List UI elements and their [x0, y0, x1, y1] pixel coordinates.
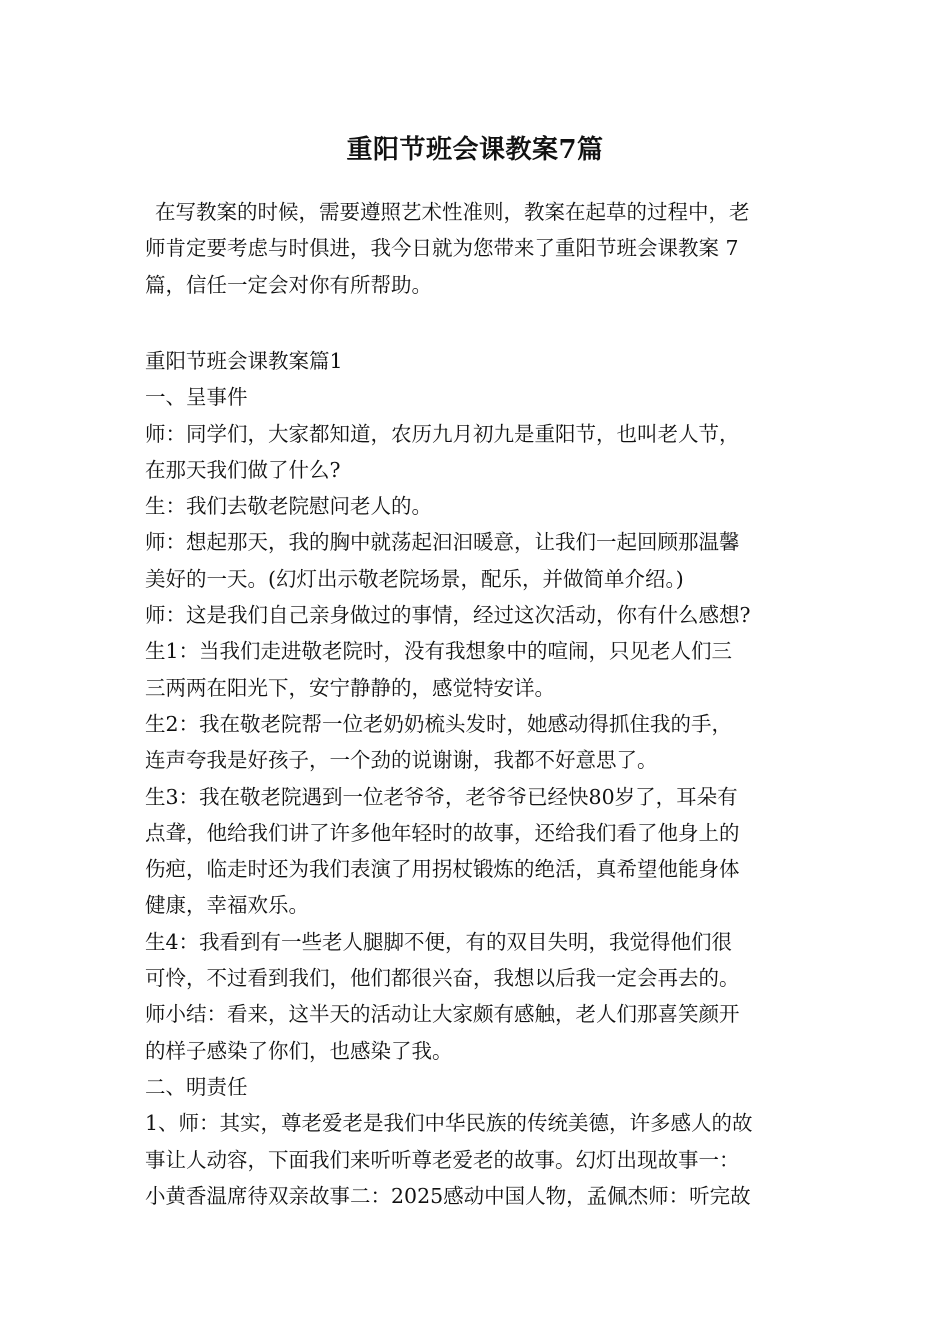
body-line: 在那天我们做了什么? — [145, 457, 341, 482]
body-line: 事让人动容，下面我们来听听尊老爱老的故事。幻灯出现故事一： — [145, 1147, 740, 1172]
body-line: 美好的一天。(幻灯出示敬老院场景，配乐，并做简单介绍。) — [145, 566, 684, 591]
body-line: 生：我们去敬老院慰问老人的。 — [145, 494, 432, 519]
body-line: 健康，幸福欢乐。 — [145, 893, 309, 918]
intro-line: 在写教案的时候，需要遵照艺术性准则，教案在起草的过程中，老 — [155, 200, 750, 224]
document-title: 重阳节班会课教案7篇 — [346, 135, 604, 165]
body-line: 伤疤，临走时还为我们表演了用拐杖锻炼的绝活，真希望他能身体 — [145, 857, 740, 882]
body-line: 小黄香温席待双亲故事二：2025感动中国人物，孟佩杰师：听完故 — [145, 1183, 751, 1208]
body-line: 师：想起那天，我的胸中就荡起汩汩暖意，让我们一起回顾那温馨 — [145, 530, 740, 555]
subsection-heading: 一、呈事件 — [145, 385, 248, 410]
body-line: 可怜，不过看到我们，他们都很兴奋，我想以后我一定会再去的。 — [145, 966, 740, 991]
body-line: 生3：我在敬老院遇到一位老爷爷，老爷爷已经快80岁了，耳朵有 — [145, 784, 738, 809]
body-line: 1、师：其实，尊老爱老是我们中华民族的传统美德，许多感人的故 — [145, 1111, 753, 1136]
subsection-heading: 二、明责任 — [145, 1074, 248, 1099]
body-line: 的样子感染了你们，也感染了我。 — [145, 1038, 453, 1063]
body-line: 生4：我看到有一些老人腿脚不便，有的双目失明，我觉得他们很 — [145, 929, 733, 954]
body-line: 生2：我在敬老院帮一位老奶奶梳头发时，她感动得抓住我的手， — [145, 711, 733, 736]
intro-paragraph — [145, 194, 810, 303]
body-line: 点聋，他给我们讲了许多他年轻时的故事，还给我们看了他身上的 — [145, 820, 740, 845]
body-line: 师小结：看来，这半天的活动让大家颇有感触，老人们那喜笑颜开 — [145, 1002, 740, 1027]
body-line: 三两两在阳光下，安宁静静的，感觉特安详。 — [145, 675, 555, 700]
body-line: 生1：当我们走进敬老院时，没有我想象中的喧闹，只见老人们三 — [145, 639, 733, 664]
intro-line: 篇，信任一定会对你有所帮助。 — [145, 272, 432, 297]
lesson-plan-body — [145, 343, 810, 1214]
intro-line: 师肯定要考虑与时俱进，我今日就为您带来了重阳节班会课教案 7 — [145, 236, 739, 261]
section-heading: 重阳节班会课教案篇1 — [145, 349, 343, 373]
body-line: 师：这是我们自己亲身做过的事情，经过这次活动，你有什么感想? — [145, 603, 751, 628]
body-line: 连声夸我是好孩子，一个劲的说谢谢，我都不好意思了。 — [145, 748, 658, 773]
body-line: 师：同学们，大家都知道，农历九月初九是重阳节，也叫老人节， — [145, 421, 740, 446]
